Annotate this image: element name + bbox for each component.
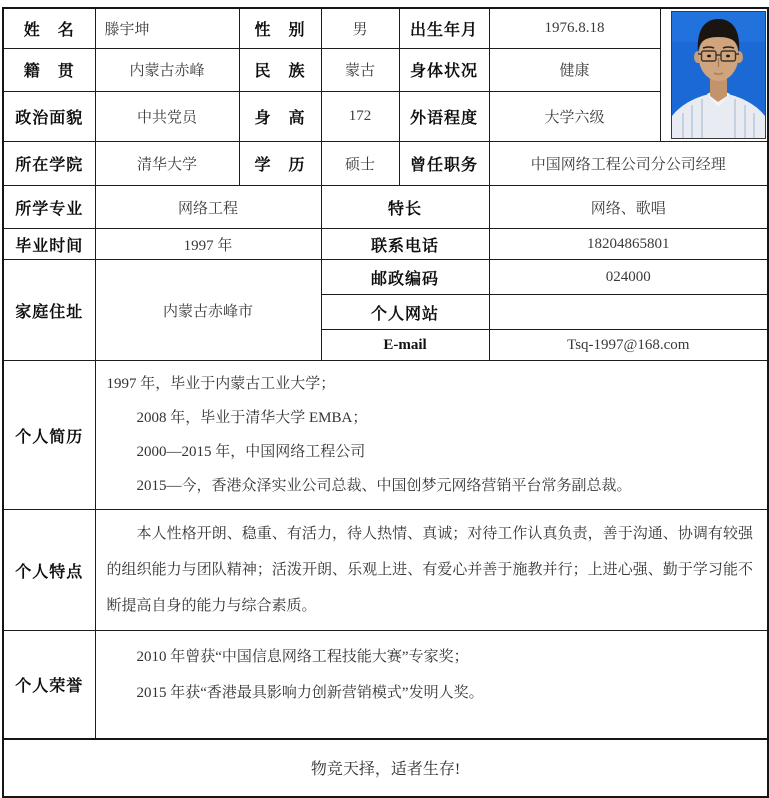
honors-label: 个人荣誉 (3, 631, 95, 739)
name-value: 滕宇坤 (95, 8, 239, 48)
row-honors (3, 631, 768, 739)
row-address-postal (3, 260, 768, 295)
language-label: 外语程度 (399, 91, 489, 141)
website-label: 个人网站 (321, 295, 489, 330)
graduation-label: 毕业时间 (3, 229, 95, 260)
height-value: 172 (321, 91, 399, 141)
origin-value: 内蒙古赤峰 (95, 48, 239, 91)
college-label: 所在学院 (3, 142, 95, 186)
origin-label: 籍 贯 (3, 48, 95, 91)
birth-label: 出生年月 (399, 8, 489, 48)
row-political-height-language (3, 91, 768, 141)
row-motto (3, 739, 768, 797)
height-label: 身 高 (239, 91, 321, 141)
health-value: 健康 (489, 48, 660, 91)
profile-line: 2000—2015 年，中国网络工程公司 (136, 444, 366, 460)
row-origin-ethnic-health (3, 48, 768, 91)
gender-value: 男 (321, 8, 399, 48)
photo-cell (660, 8, 768, 142)
birth-value: 1976.8.18 (489, 8, 660, 48)
id-photo (671, 11, 766, 139)
profile-line: 1997 年，毕业于内蒙古工业大学； (106, 376, 336, 392)
row-traits (3, 510, 768, 631)
honors-line: 2015 年获“香港最具影响力创新营销模式”发明人奖。 (136, 685, 484, 701)
position-label: 曾任职务 (399, 142, 489, 186)
resume-table (2, 7, 769, 798)
motto-text: 物竞天择，适者生存! (3, 739, 768, 797)
row-college-degree-position (3, 142, 768, 186)
address-value: 内蒙古赤峰市 (95, 260, 321, 361)
profile-line: 2015—今，香港众泽实业公司总裁、中国创梦元网络营销平台常务副总裁。 (136, 478, 632, 494)
major-label: 所学专业 (3, 186, 95, 229)
degree-label: 学 历 (239, 142, 321, 186)
specialty-value: 网络、歌唱 (489, 186, 768, 229)
health-label: 身体状况 (399, 48, 489, 91)
gender-label: 性 别 (239, 8, 321, 48)
email-value: Tsq-1997@168.com (489, 330, 768, 361)
political-label: 政治面貌 (3, 91, 95, 141)
row-major-specialty (3, 186, 768, 229)
ethnic-label: 民 族 (239, 48, 321, 91)
graduation-value: 1997 年 (95, 229, 321, 260)
id-photo-illustration (672, 12, 765, 138)
row-profile (3, 361, 768, 510)
honors-content (95, 631, 768, 739)
row-name-gender-birth (3, 8, 768, 48)
traits-content (95, 510, 768, 631)
profile-label: 个人简历 (3, 361, 95, 510)
specialty-label: 特长 (321, 186, 489, 229)
profile-line: 2008 年，毕业于清华大学 EMBA； (136, 410, 368, 426)
profile-content (95, 361, 768, 510)
ethnic-value: 蒙古 (321, 48, 399, 91)
postal-label: 邮政编码 (321, 260, 489, 295)
major-value: 网络工程 (95, 186, 321, 229)
postal-value: 024000 (489, 260, 768, 295)
traits-text: 本人性格开朗、稳重、有活力，待人热情、真诚；对待工作认真负责，善于沟通、协调有较强的组织能力与团队精神；活泼开朗、乐观上进、有爱心并善于施教并行；上进心强、勤于学习能不断提高自身的能力与综合素质。 (106, 526, 753, 614)
website-value (489, 295, 768, 330)
phone-value: 18204865801 (489, 229, 768, 260)
degree-value: 硕士 (321, 142, 399, 186)
address-label: 家庭住址 (3, 260, 95, 361)
honors-line: 2010 年曾获“中国信息网络工程技能大赛”专家奖； (136, 649, 469, 665)
row-graduation-phone (3, 229, 768, 260)
email-label: E-mail (321, 330, 489, 361)
name-label: 姓 名 (3, 8, 95, 48)
college-value: 清华大学 (95, 142, 239, 186)
traits-label: 个人特点 (3, 510, 95, 631)
language-value: 大学六级 (489, 91, 660, 141)
phone-label: 联系电话 (321, 229, 489, 260)
political-value: 中共党员 (95, 91, 239, 141)
position-value: 中国网络工程公司分公司经理 (489, 142, 768, 186)
